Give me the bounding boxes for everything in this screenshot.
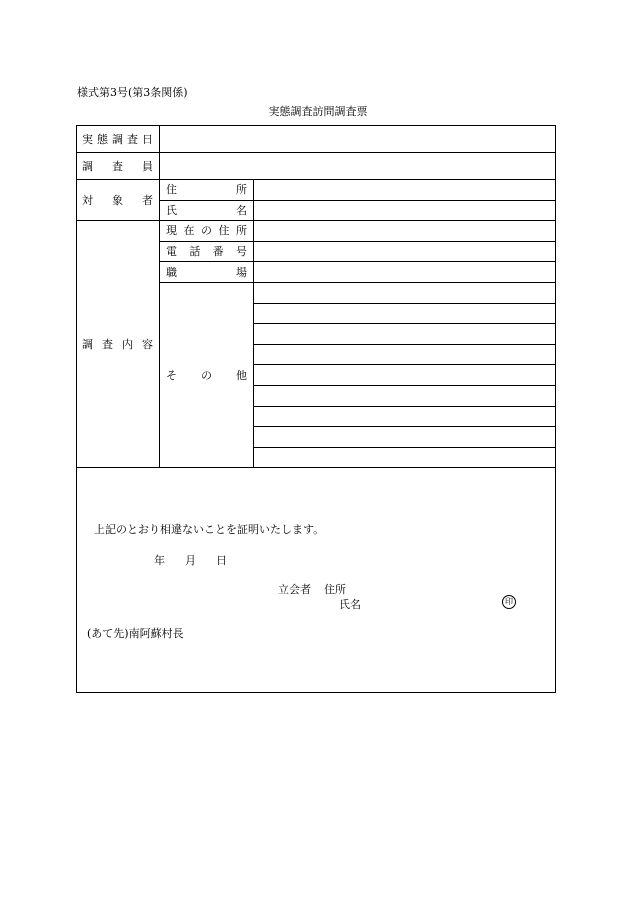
other-field[interactable] xyxy=(254,324,556,345)
survey-date-field[interactable] xyxy=(160,126,556,153)
label-other xyxy=(160,282,254,467)
survey-date-label: 実 態 調 査 日 xyxy=(82,132,153,146)
row-investigator xyxy=(77,153,556,180)
label-subject-address xyxy=(160,180,254,201)
current-address-label: 現 在 の 住 所 xyxy=(166,224,247,238)
subject-name-field[interactable] xyxy=(254,200,556,221)
other-field[interactable] xyxy=(254,406,556,427)
other-field[interactable] xyxy=(254,282,556,303)
subject-label: 対 象 者 xyxy=(82,193,153,207)
form-number: 様式第3号(第3条関係) xyxy=(77,86,188,99)
workplace-field[interactable] xyxy=(254,262,556,283)
workplace-label: 職 場 xyxy=(166,265,247,279)
subject-address-field[interactable] xyxy=(254,180,556,201)
label-subject xyxy=(77,180,160,221)
certification-box xyxy=(77,468,556,693)
label-survey-date xyxy=(77,126,160,153)
investigator-label: 調 査 員 xyxy=(82,159,153,173)
row-survey-date xyxy=(77,126,556,153)
label-phone-number xyxy=(160,241,254,262)
phone-number-label: 電 話 番 号 xyxy=(166,245,247,259)
witness-line xyxy=(278,581,346,597)
witness-address-label: 住所 xyxy=(324,583,346,597)
survey-contents-label: 調 査 内 容 xyxy=(82,337,153,351)
date-spacer xyxy=(196,552,216,568)
date-day-label: 日 xyxy=(216,554,227,568)
survey-table xyxy=(76,125,556,693)
date-year-label: 年 xyxy=(154,554,165,568)
row-certification xyxy=(77,468,556,693)
date-month-label: 月 xyxy=(185,554,196,568)
form-title xyxy=(0,103,630,119)
addressee: (あて先)南阿蘇村長 xyxy=(87,627,184,641)
other-field[interactable] xyxy=(254,303,556,324)
date-spacer xyxy=(165,552,185,568)
other-field[interactable] xyxy=(254,344,556,365)
label-workplace xyxy=(160,262,254,283)
other-field[interactable] xyxy=(254,447,556,468)
other-field[interactable] xyxy=(254,365,556,386)
other-field[interactable] xyxy=(254,427,556,448)
row-current-address xyxy=(77,221,556,242)
subject-name-label: 氏 名 xyxy=(166,203,247,217)
row-subject-address xyxy=(77,180,556,201)
form-title-text: 実態調査訪問調査票 xyxy=(268,105,368,118)
label-current-address xyxy=(160,221,254,242)
witness-label: 立会者 xyxy=(278,583,311,597)
other-label: そ の 他 xyxy=(166,368,247,382)
subject-address-label: 住 所 xyxy=(166,183,247,197)
witness-name-label: 氏名 xyxy=(339,598,361,612)
other-field[interactable] xyxy=(254,385,556,406)
label-subject-name xyxy=(160,200,254,221)
investigator-field[interactable] xyxy=(160,153,556,180)
certification-statement: 上記のとおり相違ないことを証明いたします。 xyxy=(94,523,325,537)
label-investigator xyxy=(77,153,160,180)
phone-number-field[interactable] xyxy=(254,241,556,262)
seal-mark: 印 xyxy=(502,595,516,609)
current-address-field[interactable] xyxy=(254,221,556,242)
certification-date xyxy=(154,552,227,568)
label-survey-contents xyxy=(77,221,160,468)
